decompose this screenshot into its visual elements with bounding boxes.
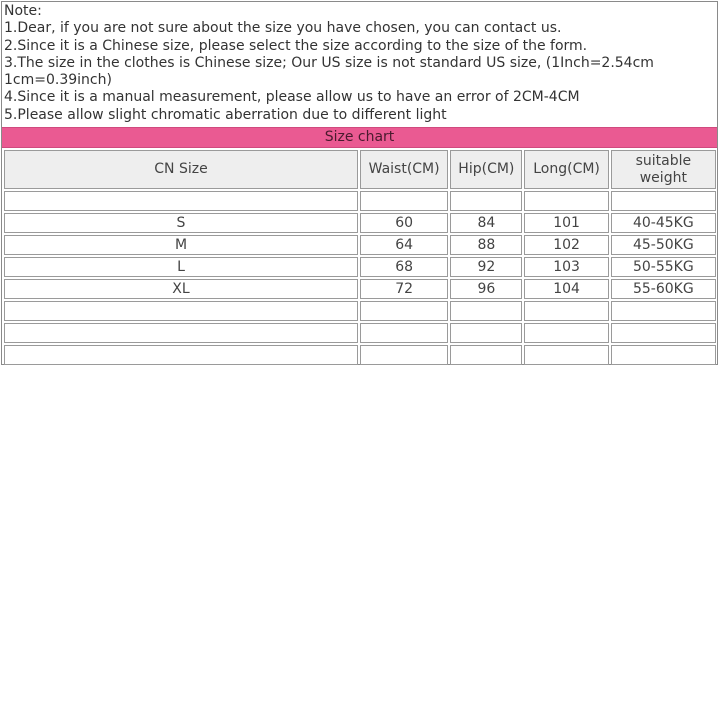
- cell-size: [4, 345, 358, 365]
- table-row: [4, 257, 716, 277]
- cell-waist: 72: [360, 279, 448, 299]
- cell-hip: 88: [450, 235, 522, 255]
- cell-weight: 50-55KG: [611, 257, 716, 277]
- cell-waist: 64: [360, 235, 448, 255]
- cell-size: L: [4, 257, 358, 277]
- cell-long: [524, 323, 608, 343]
- note-line: 1cm=0.39inch): [4, 72, 112, 89]
- cell-hip: [450, 191, 522, 211]
- cell-waist: [360, 345, 448, 365]
- table-header-row: [4, 150, 716, 189]
- header-hip: Hip(CM): [450, 150, 522, 189]
- cell-hip: [450, 345, 522, 365]
- cell-hip: [450, 301, 522, 321]
- cell-long: [524, 301, 608, 321]
- header-suitable-weight: suitable weight: [611, 150, 716, 189]
- cell-size: S: [4, 213, 358, 233]
- note-line: 5.Please allow slight chromatic aberration due to different light: [4, 106, 447, 123]
- cell-size: [4, 301, 358, 321]
- table-row: [4, 279, 716, 299]
- header-cn-size: CN Size: [4, 150, 358, 189]
- cell-hip: [450, 323, 522, 343]
- cell-long: 104: [524, 279, 608, 299]
- header-waist: Waist(CM): [360, 150, 448, 189]
- note-line: Note:: [4, 3, 42, 19]
- cell-hip: 84: [450, 213, 522, 233]
- cell-waist: 68: [360, 257, 448, 277]
- notes-block: [4, 3, 716, 124]
- size-chart-title: Size chart: [2, 127, 717, 148]
- cell-weight: 40-45KG: [611, 213, 716, 233]
- cell-long: [524, 191, 608, 211]
- cell-size: [4, 323, 358, 343]
- table-row: [4, 235, 716, 255]
- cell-waist: [360, 323, 448, 343]
- note-line: 2.Since it is a Chinese size, please select the size according to the size of the form.: [4, 37, 588, 54]
- cell-weight: [611, 301, 716, 321]
- cell-hip: 96: [450, 279, 522, 299]
- cell-long: 103: [524, 257, 608, 277]
- cell-long: [524, 345, 608, 365]
- note-line: 4.Since it is a manual measurement, please allow us to have an error of 2CM-4CM: [4, 89, 580, 106]
- header-long: Long(CM): [524, 150, 608, 189]
- table-row: [4, 301, 716, 321]
- cell-long: 102: [524, 235, 608, 255]
- cell-size: [4, 191, 358, 211]
- table-row: [4, 323, 716, 343]
- cell-long: 101: [524, 213, 608, 233]
- note-line: 1.Dear, if you are not sure about the size you have chosen, you can contact us.: [4, 20, 562, 37]
- table-row: [4, 191, 716, 211]
- cell-size: XL: [4, 279, 358, 299]
- cell-weight: 55-60KG: [611, 279, 716, 299]
- note-line: 3.The size in the clothes is Chinese size; Our US size is not standard US size, (1Inch=2.54cm: [4, 54, 654, 71]
- cell-weight: [611, 323, 716, 343]
- cell-hip: 92: [450, 257, 522, 277]
- cell-weight: [611, 345, 716, 365]
- cell-waist: 60: [360, 213, 448, 233]
- cell-weight: 45-50KG: [611, 235, 716, 255]
- size-table: [2, 148, 718, 367]
- cell-waist: [360, 191, 448, 211]
- table-row: [4, 345, 716, 365]
- cell-weight: [611, 191, 716, 211]
- table-row: [4, 213, 716, 233]
- cell-waist: [360, 301, 448, 321]
- cell-size: M: [4, 235, 358, 255]
